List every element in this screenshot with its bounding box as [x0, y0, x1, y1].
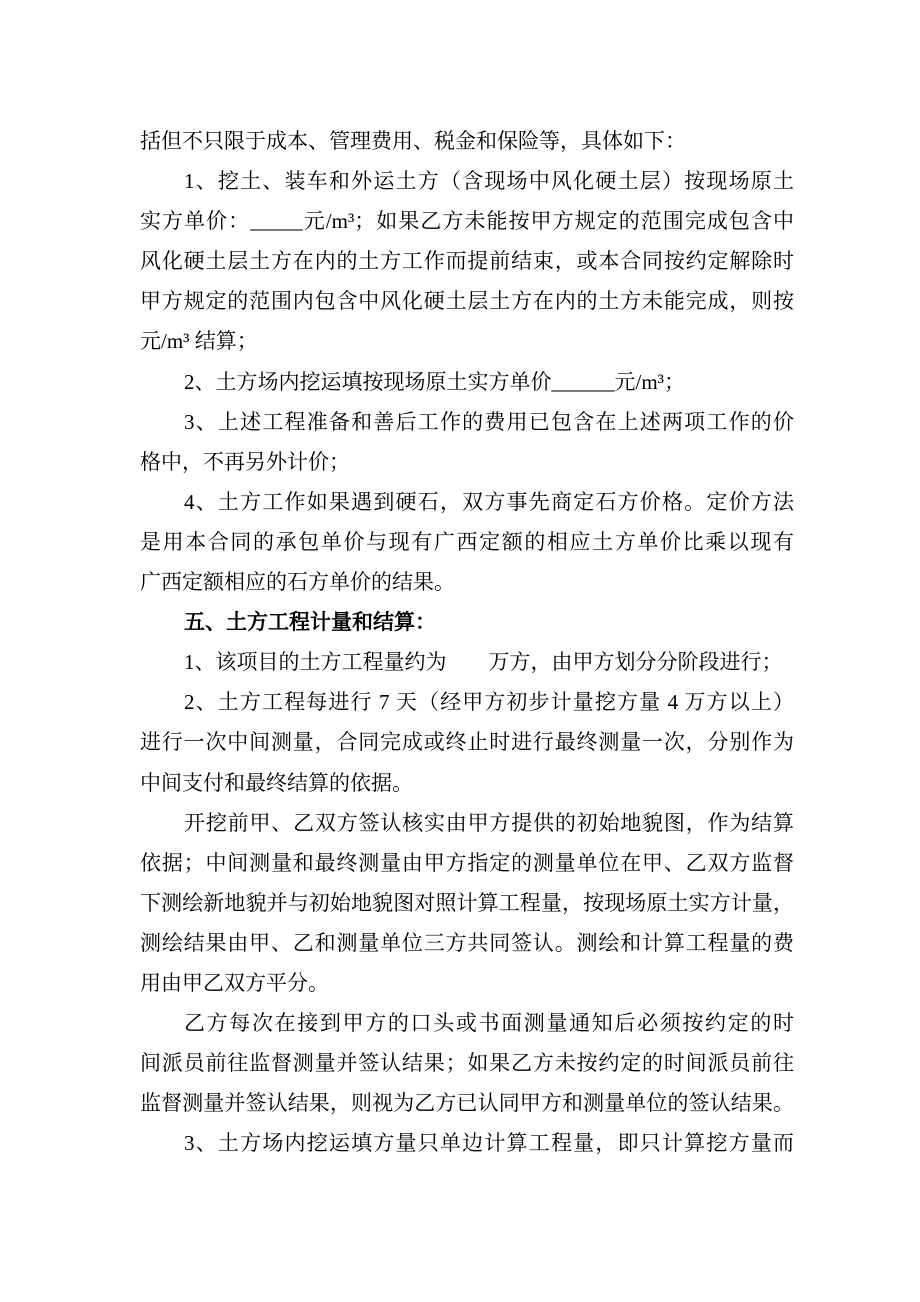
paragraph — [140, 1003, 794, 1123]
text-line: 是用本合同的承包单价与现有广西定额的相应土方单价比乘以现有 — [140, 529, 794, 554]
text-line: 元/m³ 结算； — [140, 329, 258, 354]
text-line: 括但不只限于成本、管理费用、税金和保险等，具体如下： — [140, 129, 686, 153]
text-line: 广西定额相应的石方单价的结果。 — [140, 570, 455, 595]
paragraph — [140, 402, 794, 482]
text-line: 开挖前甲、乙双方签认核实由甲方提供的初始地貌图，作为结算 — [184, 810, 794, 835]
text-line: 实方单价：_____元/m³；如果乙方未能按甲方规定的范围完成包含中 — [140, 209, 794, 234]
paragraph — [140, 682, 794, 802]
text-line: 进行一次中间测量，合同完成或终止时进行最终测量一次，分别作为 — [140, 730, 794, 755]
text-line: 间派员前往监督测量并签认结果；如果乙方未按约定的时间派员前往 — [140, 1051, 794, 1076]
text-line: 甲方规定的范围内包含中风化硬土层土方在内的土方未能完成，则按 — [140, 289, 794, 314]
paragraph — [140, 803, 794, 1003]
paragraph — [140, 362, 794, 402]
paragraph — [140, 642, 794, 682]
paragraph — [140, 161, 794, 361]
text-line: 下测绘新地貌并与初始地貌图对照计算工程量，按现场原土实方计量， — [140, 890, 794, 915]
text-line: 格中，不再另外计价； — [140, 449, 350, 474]
document-body — [140, 121, 794, 1163]
text-line: 3、上述工程准备和善后工作的费用已包含在上述两项工作的价 — [184, 409, 794, 434]
text-line: 乙方每次在接到甲方的口头或书面测量通知后必须按约定的时 — [184, 1011, 794, 1036]
text-line: 2、土方工程每进行 7 天（经甲方初步计量挖方量 4 万方以上） — [184, 690, 794, 715]
section-heading-text: 五、土方工程计量和结算： — [184, 610, 436, 635]
text-line: 用由甲乙双方平分。 — [140, 970, 329, 995]
paragraph — [140, 121, 794, 161]
text-line: 中间支付和最终结算的依据。 — [140, 770, 413, 795]
text-line: 4、土方工作如果遇到硬石，双方事先商定石方价格。定价方法 — [184, 489, 794, 514]
paragraph — [140, 1123, 794, 1163]
text-line: 监督测量并签认结果，则视为乙方已认同甲方和测量单位的签认结果。 — [140, 1091, 794, 1116]
text-line: 依据；中间测量和最终测量由甲方指定的测量单位在甲、乙双方监督 — [140, 850, 794, 875]
text-line: 3、土方场内挖运填方量只单边计算工程量，即只计算挖方量而 — [184, 1131, 794, 1156]
paragraph — [140, 482, 794, 602]
text-line: 风化硬土层土方在内的土方工作而提前结束，或本合同按约定解除时 — [140, 249, 794, 274]
section-heading — [140, 602, 794, 642]
text-line: 1、挖土、装车和外运土方（含现场中风化硬土层）按现场原土 — [184, 169, 794, 194]
text-line: 2、土方场内挖运填按现场原土实方单价______元/m³； — [184, 369, 685, 394]
text-line: 1、该项目的土方工程量约为 万方，由甲方划分分阶段进行； — [184, 650, 783, 675]
text-line: 测绘结果由甲、乙和测量单位三方共同签认。测绘和计算工程量的费 — [140, 930, 794, 955]
